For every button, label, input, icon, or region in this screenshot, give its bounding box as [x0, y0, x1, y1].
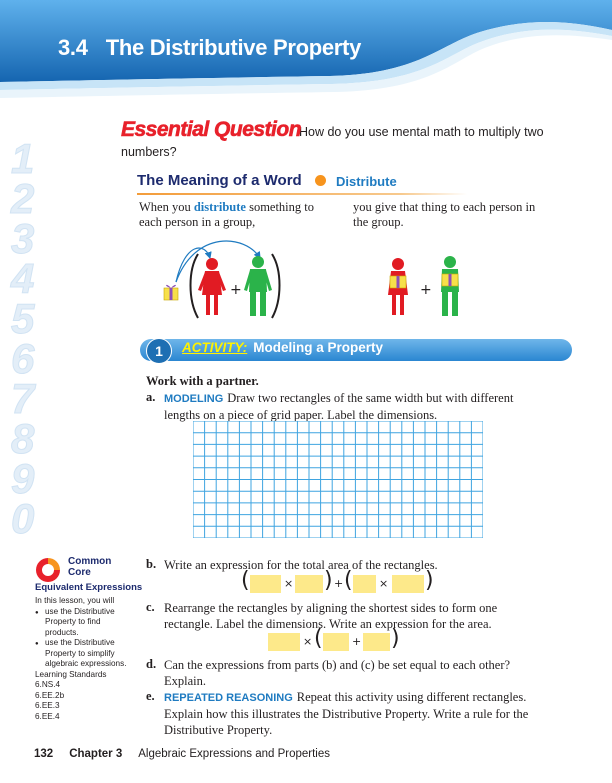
- answer-box[interactable]: [268, 633, 300, 651]
- common-core-bullet: ● use the Distributive Property to simplify algebraic expressions.: [45, 638, 135, 670]
- vocabulary-word: Distribute: [336, 174, 397, 189]
- page-number: 132: [34, 748, 54, 760]
- digit-5: 5: [11, 295, 35, 342]
- standard-code: 6.NS.4: [35, 680, 61, 689]
- digit-0: 0: [11, 495, 35, 535]
- svg-text:+: +: [230, 282, 242, 298]
- common-core-title-line: Common: [68, 556, 112, 567]
- standard-code: 6.EE.4: [35, 711, 60, 721]
- common-core-title-line: Core: [68, 567, 91, 578]
- standard-code: 6.EE.3: [35, 701, 60, 710]
- activity-number-badge: 1: [146, 338, 172, 364]
- activity-title-text: Modeling a Property: [253, 340, 384, 355]
- boy-figure: [244, 256, 272, 316]
- gift-icon: [164, 285, 178, 300]
- part-b-text: Write an expression for the total area of the rectangles.: [164, 558, 438, 572]
- common-core-logo-icon: [34, 556, 62, 584]
- answer-box[interactable]: [392, 575, 424, 593]
- part-d-text: Can the expressions from parts (b) and (c) be set equal to each other? Explain.: [164, 658, 511, 688]
- gift-icon: [442, 274, 458, 286]
- answer-box[interactable]: [363, 633, 390, 651]
- activity-intro: Work with a partner.: [146, 374, 259, 388]
- definition-left: [139, 200, 339, 230]
- digit-1: 1: [11, 135, 35, 182]
- activity-keyword: ACTIVITY:: [182, 340, 248, 355]
- common-core-title: [68, 556, 111, 578]
- meaning-of-a-word-label: The Meaning of a Word: [137, 172, 302, 189]
- digit-9: 9: [11, 455, 35, 502]
- part-label: c.: [146, 600, 155, 614]
- divider: [137, 193, 467, 195]
- definition-text: When you: [139, 200, 194, 214]
- part-text: Repeat this activity using different rectangles. Explain how this illustrates the Distributive Property. Write a rule for the Distributive Property.: [164, 690, 529, 737]
- grid-paper: [193, 421, 483, 538]
- answer-box[interactable]: [250, 575, 281, 593]
- digit-6: 6: [11, 335, 35, 382]
- essential-question-text: How do you use mental math to multiply two numbers?: [121, 125, 544, 159]
- part-a-text: [164, 390, 534, 423]
- part-label: a.: [146, 390, 156, 404]
- answer-box[interactable]: [295, 575, 323, 593]
- activity-title: [182, 340, 383, 355]
- common-core-bullet: ● use the Distributive Property to find products.: [45, 607, 135, 639]
- definition-bold-word: distribute: [193, 200, 246, 214]
- distribute-illustration: [150, 240, 490, 330]
- part-c-text: Rearrange the rectangles by aligning the shortest sides to form one rectangle. Label the dimensions. Write an expression for the area.: [164, 601, 498, 631]
- chapter-label: Chapter 3: [69, 748, 123, 760]
- page-footer: [34, 748, 330, 760]
- gift-icon: [390, 276, 406, 288]
- svg-text:+: +: [420, 282, 432, 298]
- common-core-body: [35, 596, 135, 722]
- digit-8: 8: [11, 415, 35, 462]
- section-number: 3.4: [58, 35, 88, 60]
- part-e-text: [164, 689, 536, 738]
- common-core-heading: Equivalent Expressions: [35, 582, 143, 593]
- definition-text: something to each person in a group,: [139, 200, 315, 229]
- part-label: e.: [146, 689, 155, 703]
- part-keyword: MODELING: [164, 393, 224, 405]
- orange-dot-icon: [315, 175, 326, 186]
- part-text: Draw two rectangles of the same width but with different lengths on a piece of grid paper. Label the dimensions.: [164, 391, 514, 422]
- digit-3: 3: [11, 215, 35, 262]
- digit-7: 7: [11, 375, 35, 422]
- digit-2: 2: [11, 175, 35, 222]
- standards-label: Learning Standards: [35, 669, 107, 679]
- decorative-digits: [6, 135, 66, 535]
- digit-4: 4: [11, 255, 35, 302]
- standard-code: 6.EE.2b: [35, 690, 65, 700]
- answer-box[interactable]: [323, 633, 349, 651]
- chapter-title: Algebraic Expressions and Properties: [138, 748, 331, 760]
- page-title: [58, 35, 361, 61]
- girl-figure: [198, 258, 226, 315]
- essential-question-label: Essential Question: [121, 118, 302, 141]
- part-label: b.: [146, 557, 157, 571]
- common-core-intro: In this lesson, you will: [35, 596, 115, 605]
- part-label: d.: [146, 657, 157, 671]
- answer-box[interactable]: [353, 575, 376, 593]
- section-title: The Distributive Property: [105, 35, 362, 60]
- definition-right: you give that thing to each person in the group.: [353, 200, 536, 229]
- part-keyword: REPEATED REASONING: [164, 692, 293, 704]
